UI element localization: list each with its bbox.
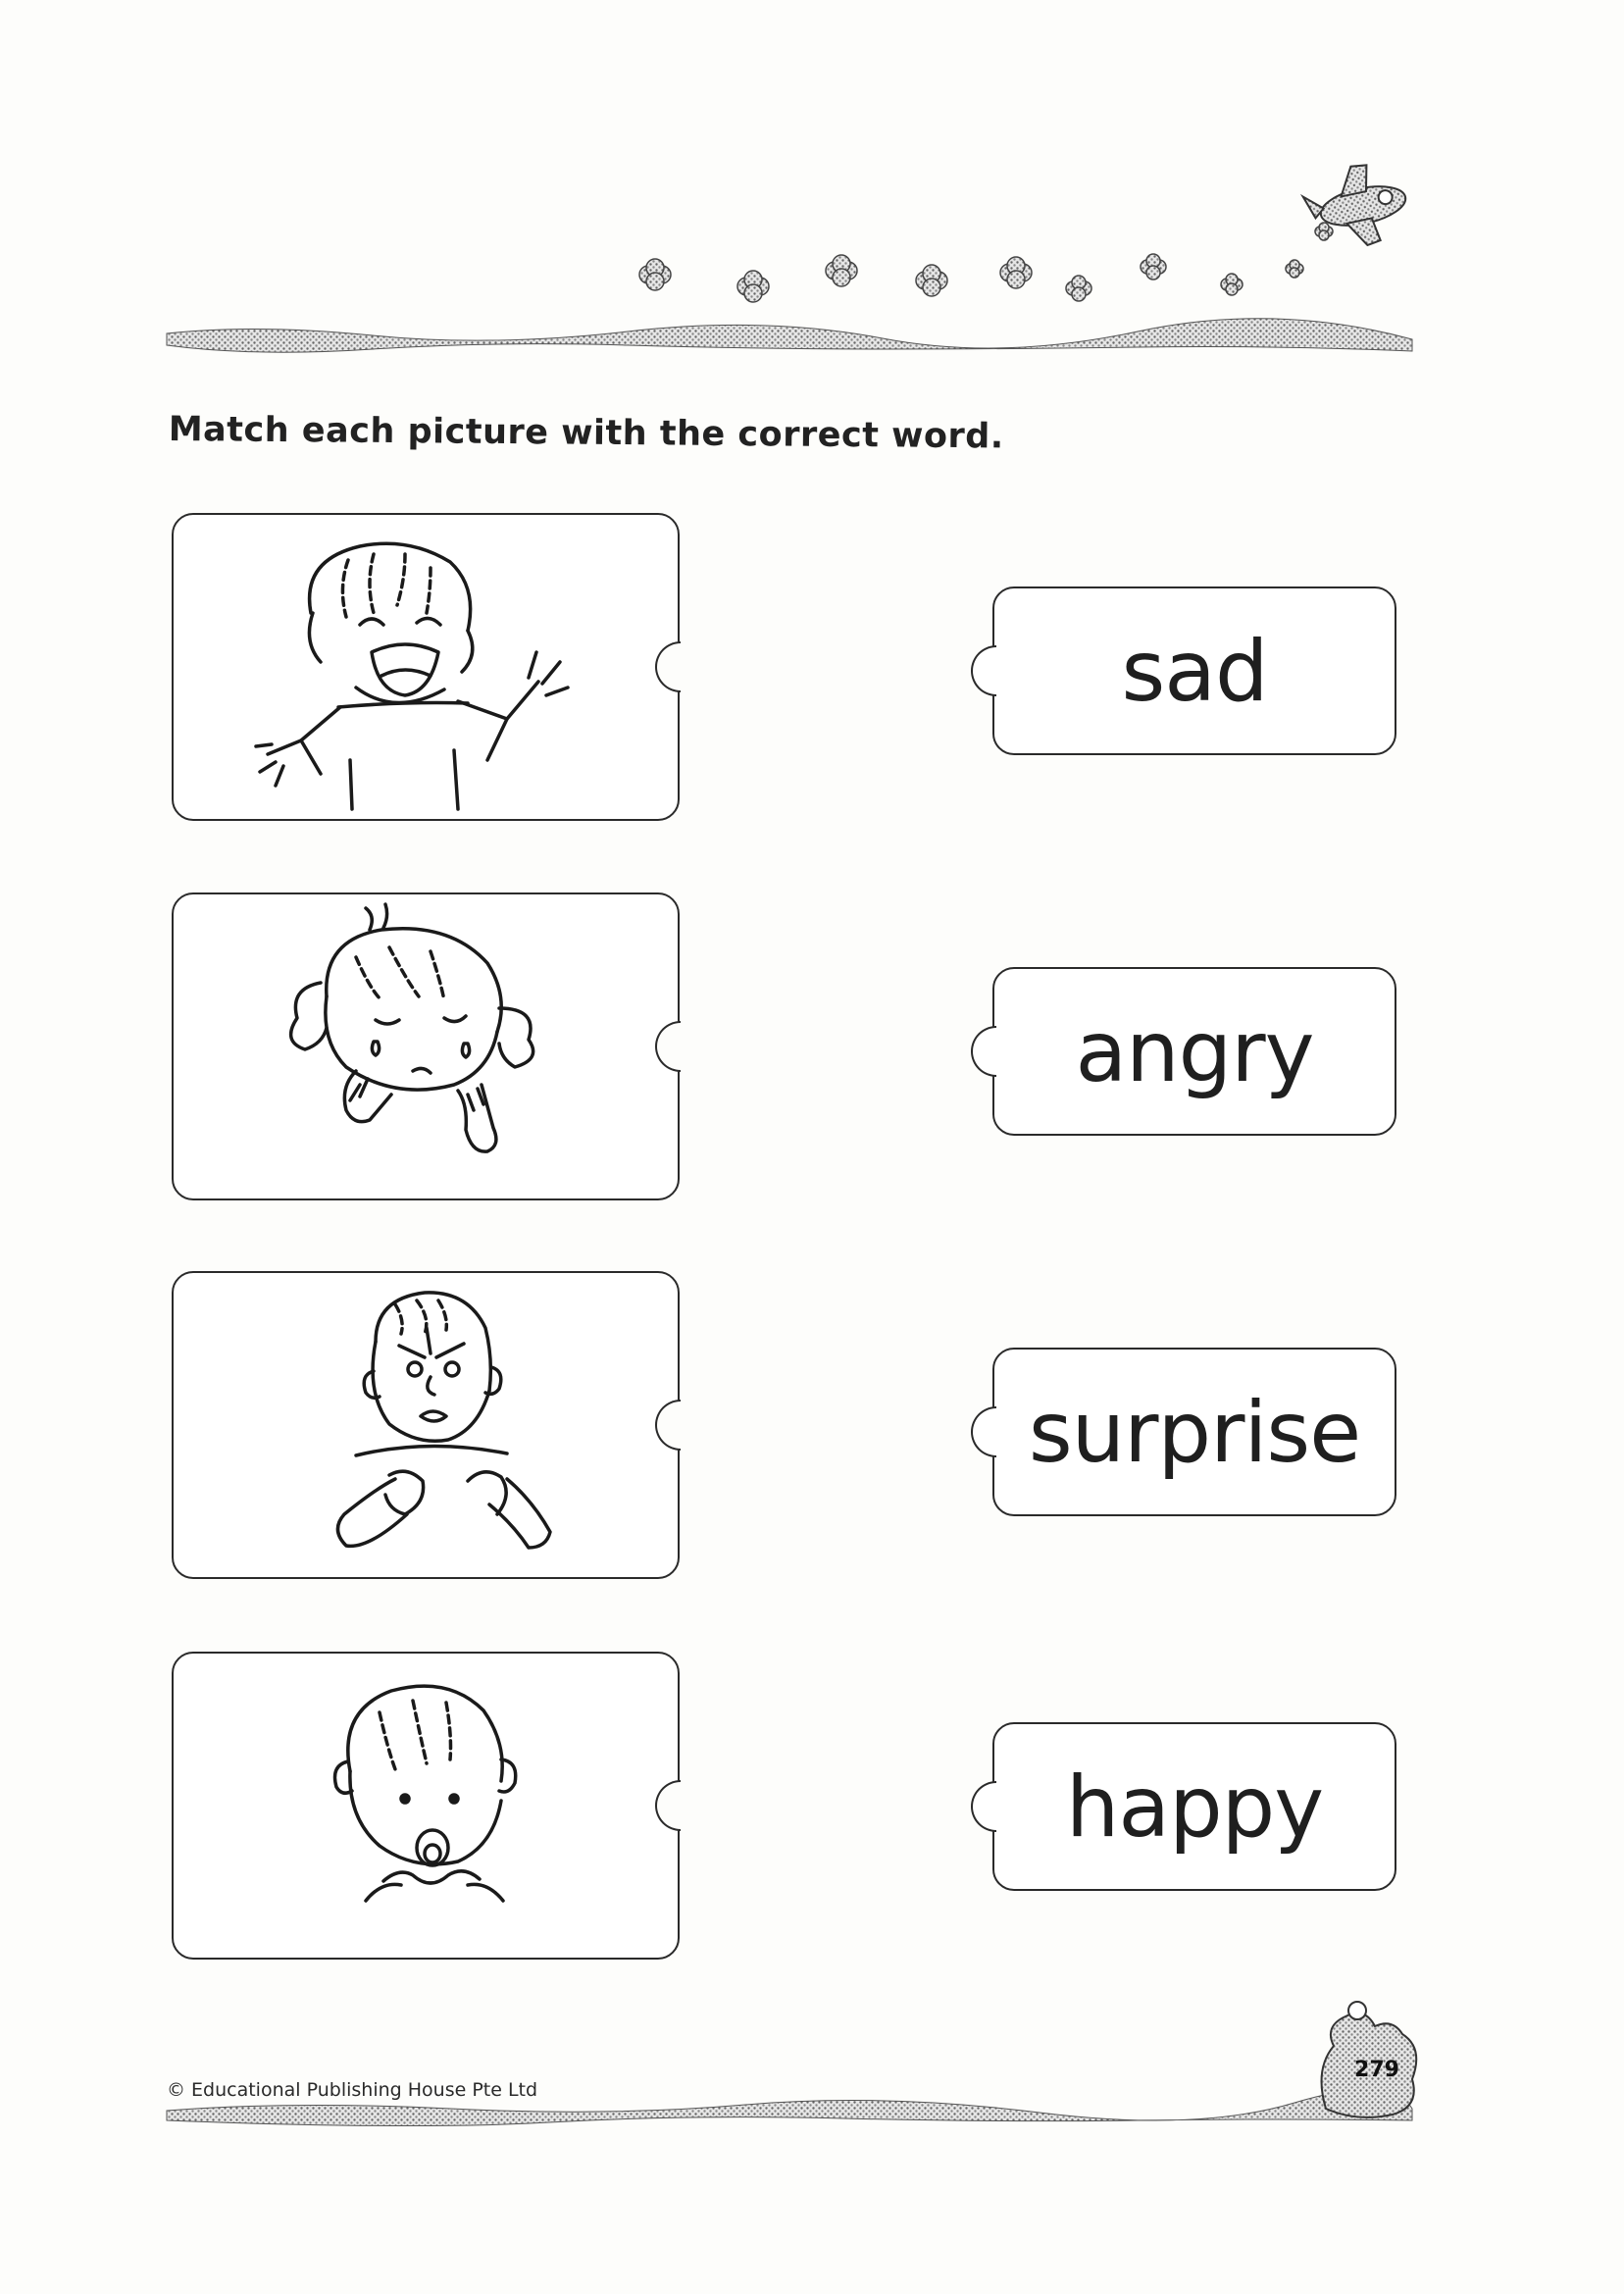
flower-trail xyxy=(639,223,1333,302)
top-divider-band xyxy=(167,319,1412,352)
instruction-text: Match each picture with the correct word. xyxy=(168,410,1004,457)
picture-card-sad[interactable] xyxy=(172,892,680,1200)
copyright-text: © Educational Publishing House Pte Ltd xyxy=(167,2079,538,2101)
word-card-surprise[interactable] xyxy=(992,1348,1396,1516)
picture-card-surprised[interactable] xyxy=(172,1652,680,1960)
word-card-angry[interactable] xyxy=(992,967,1396,1136)
word-label: angry xyxy=(1075,1003,1314,1101)
picture-card-happy[interactable] xyxy=(172,513,680,821)
happy-girl-waving-icon xyxy=(174,515,682,823)
word-label: surprise xyxy=(1028,1384,1361,1482)
word-label: sad xyxy=(1121,623,1268,721)
picture-card-angry[interactable] xyxy=(172,1271,680,1579)
angry-boy-fists-icon xyxy=(174,1273,682,1581)
word-label: happy xyxy=(1065,1759,1324,1857)
surprised-boy-icon xyxy=(174,1654,682,1962)
sad-crying-girl-icon xyxy=(174,894,682,1202)
page-number: 279 xyxy=(1354,2058,1399,2082)
word-card-sad[interactable] xyxy=(992,586,1396,755)
plane-icon xyxy=(1299,157,1414,256)
word-card-happy[interactable] xyxy=(992,1722,1396,1891)
